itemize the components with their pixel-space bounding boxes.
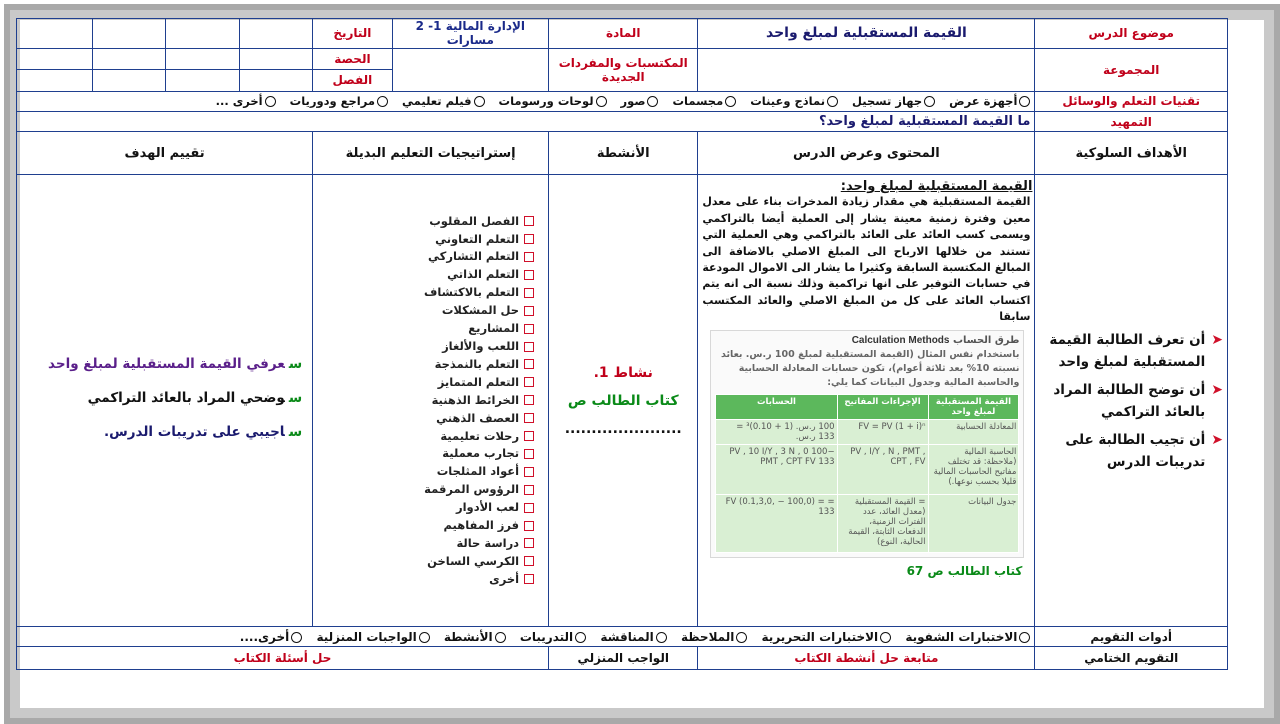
assessment-option[interactable]: الاختبارات التحريرية — [762, 630, 892, 644]
assessment-option[interactable]: الملاحظة — [681, 630, 747, 644]
checkbox-icon — [524, 449, 534, 459]
checkbox-icon — [524, 556, 534, 566]
homework-label: الواجب المنزلي — [549, 647, 698, 670]
subject-label: موضوع الدرس — [1035, 19, 1228, 49]
assessment-option[interactable]: الواجبات المنزلية — [316, 630, 429, 644]
calc-cell: PV , I/Y , N , PMT , CPT , FV — [837, 444, 928, 494]
tool-option[interactable]: مجسمات — [673, 94, 737, 108]
radio-circle-icon — [495, 632, 506, 643]
tools-label: تقنيات التعلم والوسائل — [1035, 91, 1228, 111]
strategy-item[interactable]: الكرسي الساخن — [317, 553, 534, 571]
checkbox-icon — [524, 538, 534, 548]
strategies-list — [317, 213, 544, 589]
calc-header: القيمة المستقبلية لمبلغ واحد — [928, 394, 1019, 419]
checkbox-icon — [524, 359, 534, 369]
tool-option[interactable]: مراجع ودوريات — [290, 94, 388, 108]
course-value: الإدارة المالية 1- 2 مسارات — [392, 19, 549, 49]
tool-option[interactable]: أخرى ... — [216, 94, 276, 108]
tool-option[interactable]: جهاز تسجيل — [852, 94, 935, 108]
assessment-option[interactable]: الأنشطة — [444, 630, 506, 644]
radio-circle-icon — [924, 96, 935, 107]
strategy-item[interactable]: المشاريع — [317, 320, 534, 338]
radio-circle-icon — [377, 96, 388, 107]
homework-value: حل أسئلة الكتاب — [17, 647, 549, 670]
checkbox-icon — [524, 521, 534, 531]
radio-circle-icon — [596, 96, 607, 107]
objective-item: ➤ أن توضح الطالبة المراد بالعائد التراكمي — [1039, 379, 1223, 423]
radio-circle-icon — [575, 632, 586, 643]
final-followup: متابعة حل أنشطة الكتاب — [698, 647, 1035, 670]
strategy-item[interactable]: تجارب معملية — [317, 445, 534, 463]
intro-question: ما القيمة المستقبلية لمبلغ واحد؟ — [17, 111, 1035, 131]
radio-circle-icon — [1019, 632, 1030, 643]
strategy-item[interactable]: التعلم الذاتي — [317, 266, 534, 284]
vocab-label: المكتسبات والمفردات الجديدة — [549, 48, 698, 91]
calc-cell: جدول البيانات — [928, 494, 1019, 552]
checkbox-icon — [524, 467, 534, 477]
content-cell — [698, 175, 1035, 627]
checkbox-icon — [524, 216, 534, 226]
strategy-item[interactable]: العصف الذهني — [317, 410, 534, 428]
col-strategies: إستراتيجيات التعليم البديلة — [313, 132, 549, 175]
calc-cell: الحاسبة المالية (ملاحظة: قد تختلف مفاتيح الحاسبات المالية قليلا بحسب نوعها.) — [928, 444, 1019, 494]
arrow-bullet-icon: ➤ — [1211, 331, 1223, 348]
radio-circle-icon — [265, 96, 276, 107]
date-cell-3[interactable] — [92, 19, 165, 49]
col-objectives: الأهداف السلوكية — [1035, 132, 1228, 175]
radio-circle-icon — [291, 632, 302, 643]
activities-cell — [549, 175, 698, 627]
vocab-value[interactable] — [392, 48, 549, 91]
evaluation-item: سعرفي القيمة المستقبلية لمبلغ واحد — [48, 355, 303, 372]
calc-cell: 100 ر.س. (1 + 0.10)³ = 133 ر.س. — [716, 419, 837, 444]
date-cell-2[interactable] — [166, 19, 239, 49]
checkbox-icon — [524, 485, 534, 495]
strategy-item[interactable]: حل المشكلات — [317, 302, 534, 320]
strategy-item[interactable]: دراسة حالة — [317, 535, 534, 553]
tool-option[interactable]: صور — [621, 94, 659, 108]
checkbox-icon — [524, 574, 534, 584]
content-title: القيمة المستقبلية لمبلغ واحد: — [840, 179, 1033, 195]
checkbox-icon — [524, 270, 534, 280]
checkbox-icon — [524, 377, 534, 387]
final-label: التقويم الختامي — [1035, 647, 1228, 670]
radio-circle-icon — [647, 96, 658, 107]
content-book-ref: كتاب الطالب ص 67 — [906, 563, 1023, 578]
radio-circle-icon — [419, 632, 430, 643]
strategies-cell — [313, 175, 549, 627]
assessment-option[interactable]: أخرى.... — [240, 630, 302, 644]
radio-circle-icon — [736, 632, 747, 643]
date-cell-4[interactable] — [17, 19, 93, 49]
objective-item: ➤ أن تعرف الطالبة القيمة المستقبلية لمبلغ واحد — [1039, 329, 1223, 373]
checkbox-icon — [524, 252, 534, 262]
subject-value: القيمة المستقبلية لمبلغ واحد — [698, 19, 1035, 49]
period-cell-2[interactable] — [166, 48, 239, 69]
strategy-item[interactable]: اللعب والألغاز — [317, 338, 534, 356]
group-label: المجموعة — [1035, 48, 1228, 91]
checkbox-icon — [524, 395, 534, 405]
radio-circle-icon — [1019, 96, 1030, 107]
tool-option[interactable]: أجهزة عرض — [949, 94, 1030, 108]
checkbox-icon — [524, 288, 534, 298]
radio-circle-icon — [474, 96, 485, 107]
col-content: المحتوى وعرض الدرس — [698, 132, 1035, 175]
figure-title: طرق الحساب Calculation Methods — [851, 334, 1020, 346]
class-cell-2[interactable] — [166, 70, 239, 91]
strategy-item[interactable]: رحلات تعليمية — [317, 428, 534, 446]
assessment-options — [17, 627, 1035, 647]
strategy-item[interactable]: التعلم التعاوني — [317, 231, 534, 249]
strategy-item[interactable]: التعلم التشاركي — [317, 248, 534, 266]
radio-circle-icon — [880, 632, 891, 643]
assessment-option[interactable]: الاختبارات الشفوية — [905, 630, 1030, 644]
radio-circle-icon — [827, 96, 838, 107]
strategy-item[interactable]: أعواد المثلجات — [317, 463, 534, 481]
checkbox-icon — [524, 234, 534, 244]
strategy-item[interactable]: الخرائط الذهنية — [317, 392, 534, 410]
assessment-option[interactable]: التدريبات — [520, 630, 586, 644]
strategy-item[interactable]: التعلم المتمايز — [317, 374, 534, 392]
strategy-item[interactable]: التعلم بالاكتشاف — [317, 284, 534, 302]
radio-circle-icon — [725, 96, 736, 107]
assessment-option[interactable]: المناقشة — [600, 630, 666, 644]
objective-item: ➤ أن تجيب الطالبة على تدريبات الدرس — [1039, 429, 1223, 473]
period-cell-1[interactable] — [239, 48, 312, 69]
calc-cell: = FV (0.1,3,0, − 100,0) = 133 — [716, 494, 837, 552]
calc-cell: −100 PV , 10 I/Y , 3 N , 0 PMT , CPT FV 133 — [716, 444, 837, 494]
class-cell-1[interactable] — [239, 70, 312, 91]
arrow-bullet-icon: ➤ — [1211, 431, 1223, 448]
figure-text: باستخدام نفس المثال (القيمة المستقبلية لمبلغ 100 ر.س. بعائد نسبته 10% بعد ثلاثة أعوام)، تكون حسابات المعادلة الحسابية والحاسبة المالية وجدول البيانات كما يلي: — [720, 348, 1020, 388]
assessment-label: أدوات التقويم — [1035, 627, 1228, 647]
activity-title: نشاط 1. — [593, 364, 653, 381]
class-cell-3[interactable] — [92, 70, 165, 91]
tool-option[interactable]: لوحات ورسومات — [499, 94, 607, 108]
calc-cell: المعادلة الحسابية — [928, 419, 1019, 444]
strategy-item[interactable]: التعلم بالنمذجة — [317, 356, 534, 374]
objectives-cell — [1035, 175, 1228, 627]
strategy-item[interactable]: الفصل المقلوب — [317, 213, 534, 231]
group-value[interactable] — [698, 48, 1035, 91]
checkbox-icon — [524, 413, 534, 423]
strategy-item[interactable]: فرز المفاهيم — [317, 517, 534, 535]
strategy-item[interactable]: لعب الأدوار — [317, 499, 534, 517]
activity-dots: ...................... — [564, 420, 682, 437]
calculation-table — [715, 394, 1019, 553]
calc-cell: = القيمة المستقبلية (معدل العائد، عدد الفترات الزمنية، الدفعات الثابتة، القيمة الحالية، النوع) — [837, 494, 928, 552]
calc-cell: FV = PV (1 + i)ⁿ — [837, 419, 928, 444]
intro-label: التمهيد — [1035, 111, 1228, 131]
evaluation-cell — [17, 175, 313, 627]
class-cell-4[interactable] — [17, 70, 93, 91]
strategy-item[interactable]: الرؤوس المرقمة — [317, 481, 534, 499]
tool-option[interactable]: فيلم تعليمي — [402, 94, 484, 108]
arrow-bullet-icon: ➤ — [1211, 381, 1223, 398]
content-body: القيمة المستقبلية هي مقدار زيادة المدخرات بناء على معدل معين وفترة زمنية معينة يشار إلى العملية أيضا بالتراكمي ويسمى كسب العائد على العائد بالتراكمي وهي العملية التي تستند من خلالها الارباح الى المبلغ الاصلي بالاضافة الى المبالغ المكتسبة السابقة وكثيرا ما يشار الى الاموال المودعة في حسابات التوفير على انها تراكمية وذلك نسبة الى انه يتم اكتساب العائد على كل من المبلغ الاصلي والعائد المكتسب سابقا — [702, 195, 1031, 324]
calc-header: الحسابات — [716, 394, 837, 419]
tools-options — [17, 91, 1035, 111]
strategy-item[interactable]: أخرى — [317, 571, 534, 589]
date-label: التاريخ — [313, 19, 392, 49]
period-label: الحصة — [313, 48, 392, 69]
checkbox-icon — [524, 431, 534, 441]
calc-header: الإجراءات المفاتيح — [837, 394, 928, 419]
evaluation-item: ساجيبي على تدريبات الدرس. — [104, 423, 303, 440]
course-label: المادة — [549, 19, 698, 49]
checkbox-icon — [524, 306, 534, 316]
lesson-plan-table — [16, 18, 1228, 670]
evaluation-item: سوضحي المراد بالعائد التراكمي — [87, 389, 303, 406]
checkbox-icon — [524, 342, 534, 352]
period-cell-3[interactable] — [92, 48, 165, 69]
date-cell-1[interactable] — [239, 19, 312, 49]
checkbox-icon — [524, 503, 534, 513]
checkbox-icon — [524, 324, 534, 334]
col-evaluation: تقييم الهدف — [17, 132, 313, 175]
col-activities: الأنشطة — [549, 132, 698, 175]
calculation-figure — [710, 330, 1024, 558]
radio-circle-icon — [656, 632, 667, 643]
activity-book: كتاب الطالب ص — [567, 392, 679, 409]
class-label: الفصل — [313, 70, 392, 91]
period-cell-4[interactable] — [17, 48, 93, 69]
tool-option[interactable]: نماذج وعينات — [750, 94, 838, 108]
